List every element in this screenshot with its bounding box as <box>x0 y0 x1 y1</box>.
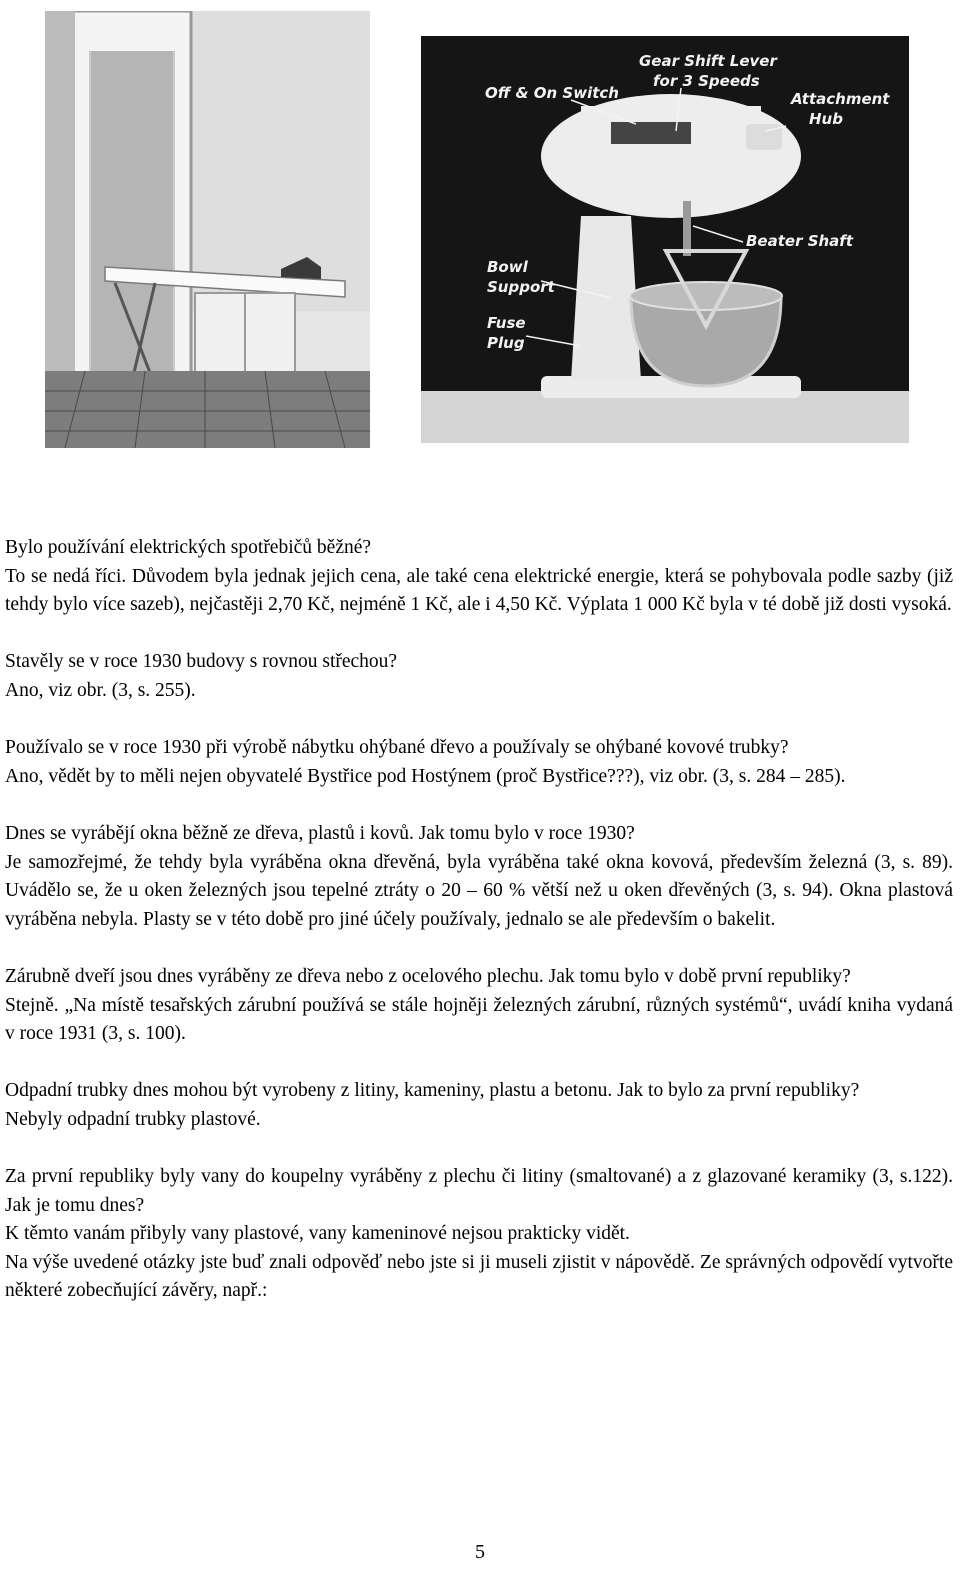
answer-windows: Je samozřejmé, že tehdy byla vyráběna okna dřevěná, byla vyráběna také okna kovová, především železná (3, s. 89). Uvádělo se, že u oken železných jsou tepelné ztráty o 20 – 60 % větší než u oken dřevěných (3, s. 94). Okna plastová vyráběna nebyla. Plasty se v této době pro jiné účely používaly, jednalo se ale především o bakelit. <box>5 851 953 930</box>
label-off-on-switch: Off & On Switch <box>485 84 619 102</box>
paragraph-gap <box>5 791 953 820</box>
label-gear-shift-line1: Gear Shift Lever <box>639 52 777 70</box>
question-windows: Dnes se vyrábějí okna běžně ze dřeva, plastů i kovů. Jak tomu bylo v roce 1930? <box>5 822 635 844</box>
label-fuse-plug-line2: Plug <box>487 334 525 352</box>
paragraph-gap <box>5 1049 953 1078</box>
paragraph-gap <box>5 620 953 649</box>
question-flat-roofs: Stavěly se v roce 1930 budovy s rovnou střechou? <box>5 651 398 673</box>
answer-electric-appliances: To se nedá říci. Důvodem byla jednak jejich cena, ale také cena elektrické energie, která se pohybovala podle sazby (již tehdy bylo více sazeb), nejčastěji 2,70 Kč, nejméně 1 Kč, ale i 4,50 Kč. Výplata 1 000 Kč byla v té době již dosti vysoká. <box>5 565 953 616</box>
question-bent-wood: Používalo se v roce 1930 při výrobě nábytku ohýbané dřevo a používaly se ohýbané kovové trubky? <box>5 737 789 759</box>
paragraph-gap <box>5 706 953 735</box>
question-drain-pipes: Odpadní trubky dnes mohou být vyrobeny z litiny, kameniny, plastu a betonu. Jak to bylo za první republiky? <box>5 1080 860 1102</box>
conclusion-instruction: Na výše uvedené otázky jste buď znali odpověď nebo jste si ji museli zjistit v nápovědě. Ze správných odpovědí vytvořte některé zobecňující závěry, např.: <box>5 1251 953 1302</box>
question-door-frames: Zárubně dveří jsou dnes vyráběny ze dřeva nebo z ocelového plechu. Jak tomu bylo v době první republiky? <box>5 965 851 987</box>
paragraph-gap <box>5 934 953 963</box>
label-beater-shaft: Beater Shaft <box>746 232 853 250</box>
body-text <box>5 534 953 1306</box>
answer-bent-wood: Ano, vědět by to měli nejen obyvatelé Bystřice pod Hostýnem (proč Bystřice???), viz obr. (3, s. 284 – 285). <box>5 765 846 787</box>
label-bowl-support-line2: Support <box>487 278 555 296</box>
question-electric-appliances: Bylo používání elektrických spotřebičů běžné? <box>5 537 372 558</box>
paragraph-gap <box>5 1134 953 1163</box>
page-number: 5 <box>475 1541 485 1563</box>
answer-door-frames: Stejně. „Na místě tesařských zárubní používá se stále hojněji železných zárubní, různých systémů“, uvádí kniha vydaná v roce 1931 (3, s. 100). <box>5 994 953 1045</box>
label-bowl-support-line1: Bowl <box>487 258 528 276</box>
label-attachment-hub-line2: Hub <box>809 110 843 128</box>
ironing-board-illustration <box>45 11 370 448</box>
stand-mixer-illustration <box>421 36 909 443</box>
answer-drain-pipes: Nebyly odpadní trubky plastové. <box>5 1108 261 1130</box>
stand-mixer-photo <box>421 36 909 443</box>
label-attachment-hub-line1: Attachment <box>791 90 890 108</box>
label-gear-shift-line2: for 3 Speeds <box>653 72 760 90</box>
answer-bathtubs: K těmto vanám přibyly vany plastové, vany kameninové nejsou prakticky vidět. <box>5 1223 630 1245</box>
ironing-board-photo <box>45 11 370 448</box>
answer-flat-roofs: Ano, viz obr. (3, s. 255). <box>5 679 196 701</box>
question-bathtubs: Za první republiky byly vany do koupelny vyráběny z plechu či litiny (smaltované) a z glazované keramiky (3, s.122). Jak je tomu dnes? <box>5 1166 953 1216</box>
label-fuse-plug-line1: Fuse <box>487 314 526 332</box>
